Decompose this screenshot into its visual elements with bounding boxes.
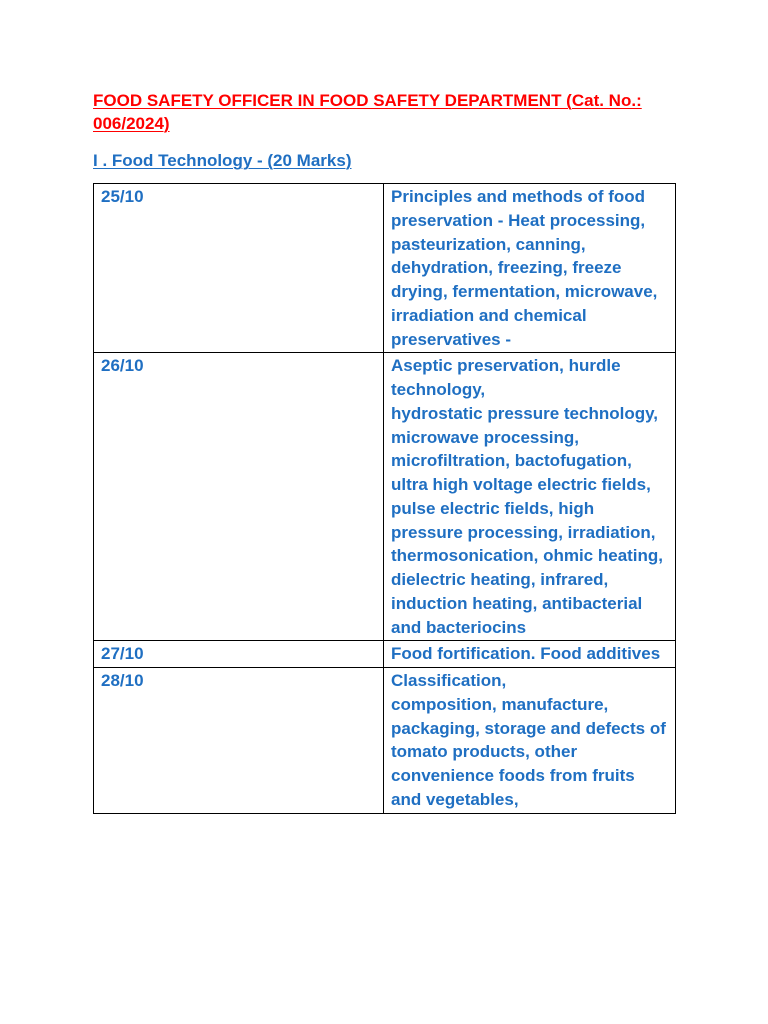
topic-cell — [384, 184, 676, 353]
topic-line: Classification, — [391, 671, 507, 690]
topic-line: hydrostatic pressure technology, microwave processing, microfiltration, bactofugation, — [391, 403, 659, 471]
topic-cell — [384, 641, 676, 668]
syllabus-schedule-table — [93, 183, 676, 814]
topic-line: Principles and methods of food preservation - Heat processing, pasteurization, canning, dehydration, freezing, freeze drying, fermentation, microwave, — [391, 187, 658, 301]
topic-cell — [384, 668, 676, 814]
topic-line: composition, manufacture, packaging, storage and defects of tomato products, other convenience foods from fruits and vegetables, — [391, 694, 666, 809]
topic-line: irradiation and chemical preservatives - — [391, 305, 587, 349]
date-cell: 26/10 — [94, 353, 384, 641]
document-title: FOOD SAFETY OFFICER IN FOOD SAFETY DEPARTMENT (Cat. No.: 006/2024) — [93, 91, 642, 133]
topic-line: Aseptic preservation, hurdle technology, — [391, 356, 621, 399]
date-cell: 27/10 — [94, 641, 384, 668]
topic-cell — [384, 353, 676, 641]
table-row — [94, 641, 676, 668]
date-cell: 28/10 — [94, 668, 384, 814]
table-row — [94, 668, 676, 814]
date-cell: 25/10 — [94, 184, 384, 353]
table-row — [94, 353, 676, 641]
topic-line: ultra high voltage electric fields, pulse electric fields, high pressure processing, irradiation, thermosonication, ohmic heating, dielectric heating, infrared, induction heating, antibacterial and bacteriocins — [391, 475, 664, 637]
section-heading: I . Food Technology - (20 Marks) — [93, 151, 352, 170]
topic-line: Food fortification. Food additives — [391, 644, 661, 664]
table-row — [94, 184, 676, 353]
